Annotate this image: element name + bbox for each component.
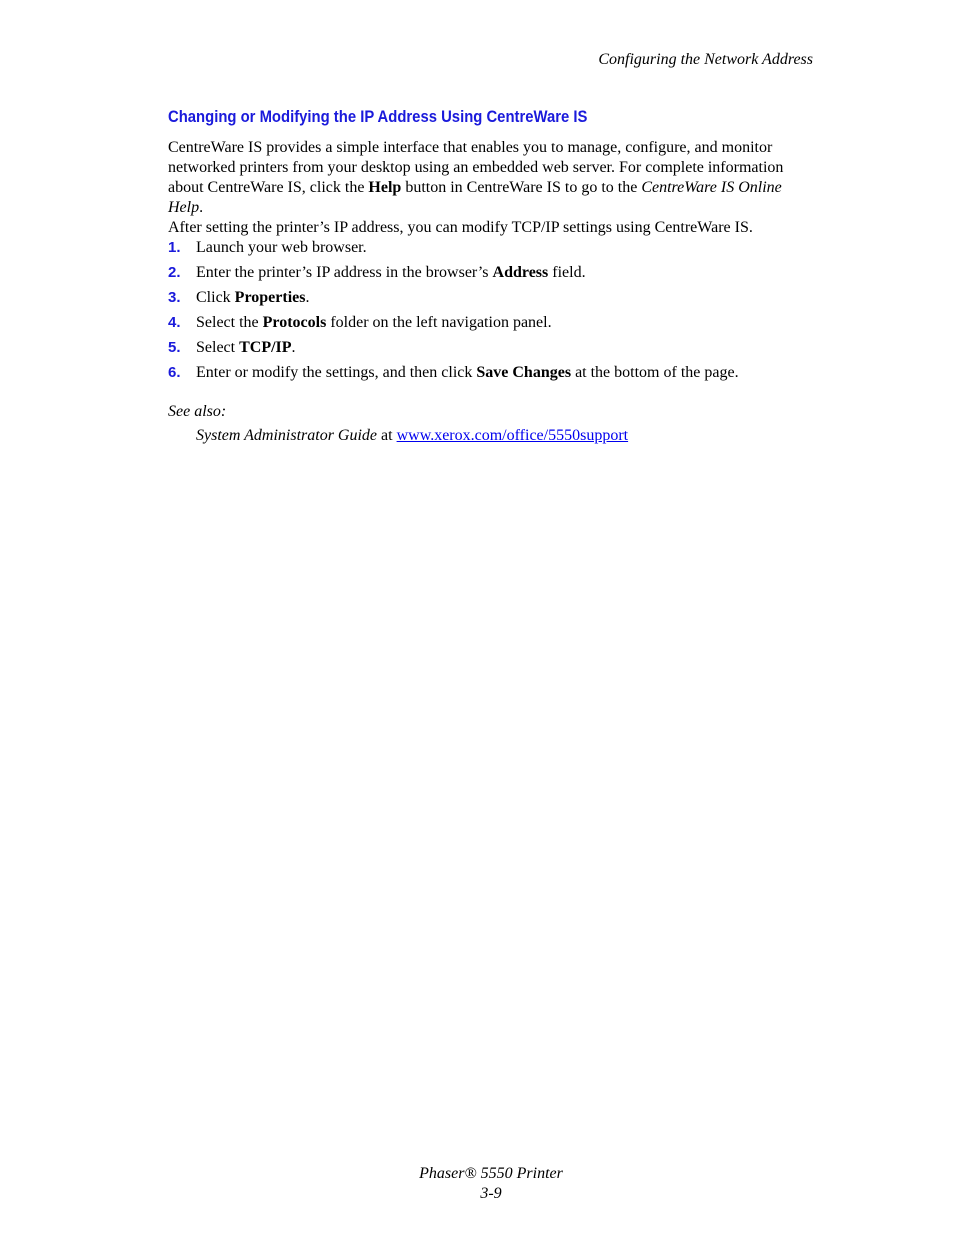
step-text: Select the Protocols folder on the left navigation panel. (196, 314, 552, 331)
step-text: Select TCP/IP. (196, 339, 296, 356)
at-text: at (377, 427, 397, 444)
after-paragraph: After setting the printer’s IP address, you can modify TCP/IP settings using CentreWare IS. (168, 219, 753, 236)
see-also-label: See also: (168, 403, 227, 420)
see-also-reference (196, 426, 818, 446)
list-item (168, 263, 818, 288)
list-item (168, 238, 818, 263)
list-item (168, 313, 818, 338)
list-item (168, 363, 818, 388)
step-text: Launch your web browser. (196, 239, 367, 256)
list-item (168, 288, 818, 313)
step-text: Enter or modify the settings, and then click Save Changes at the bottom of the page. (196, 364, 739, 381)
section-heading: Changing or Modifying the IP Address Using CentreWare IS (168, 108, 588, 126)
list-item (168, 338, 818, 363)
online-help-title: CentreWare IS Online Help (168, 179, 782, 216)
page-footer (0, 1164, 954, 1204)
intro-text-2: button in CentreWare IS to go to the (401, 179, 642, 196)
intro-text-3: . (199, 199, 204, 216)
footer-product: Phaser® 5550 Printer (419, 1165, 563, 1182)
footer-page-number: 3-9 (480, 1185, 502, 1202)
running-header: Configuring the Network Address (598, 51, 813, 68)
support-link[interactable]: www.xerox.com/office/5550support (396, 427, 629, 444)
step-number: 4. (168, 314, 181, 331)
step-number: 5. (168, 339, 181, 356)
step-text: Click Properties. (196, 289, 310, 306)
help-term: Help (368, 179, 402, 196)
step-number: 2. (168, 264, 181, 281)
intro-paragraph (168, 138, 818, 218)
guide-title: System Administrator Guide (196, 427, 378, 444)
intro-text-1: CentreWare IS provides a simple interface that enables you to manage, configure, and monitor networked printers from your desktop using an embedded web server. For complete information about CentreWare IS, click the (168, 139, 784, 196)
page-content (168, 106, 818, 446)
step-text: Enter the printer’s IP address in the browser’s Address field. (196, 264, 586, 281)
step-number: 1. (168, 239, 181, 256)
step-number: 6. (168, 364, 181, 381)
step-number: 3. (168, 289, 181, 306)
steps-list (168, 238, 818, 388)
